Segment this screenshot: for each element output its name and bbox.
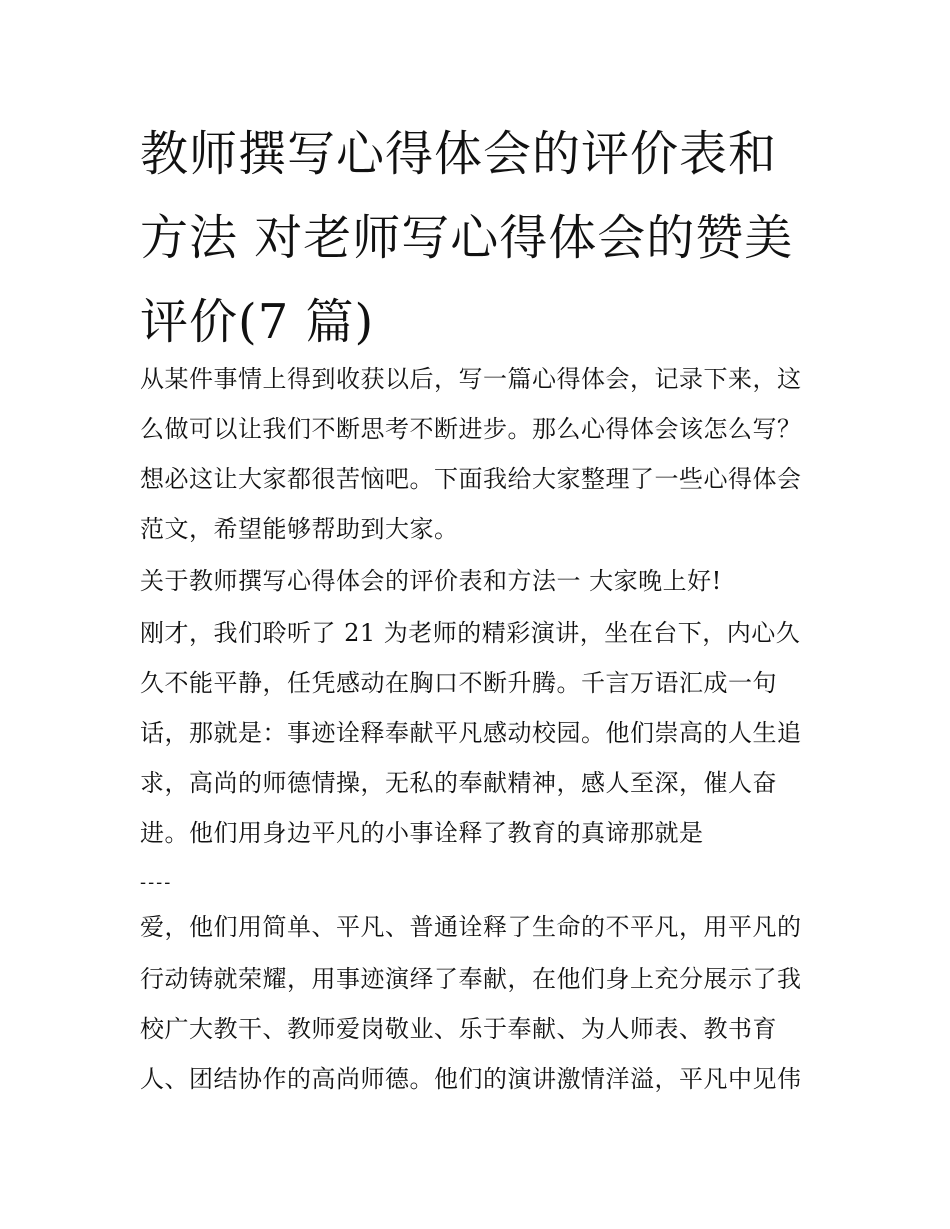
paragraph-line: 校广大教干、教师爱岗敬业、乐于奉献、为人师表、教书育 — [140, 1015, 777, 1043]
paragraph-line: 久不能平静，任凭感动在胸口不断升腾。千言万语汇成一句 — [140, 669, 777, 697]
paragraph-line: 话，那就是：事迹诠释奉献平凡感动校园。他们崇高的人生追 — [140, 719, 802, 747]
separator-line: ---- — [140, 872, 173, 893]
paragraph-line: 刚才，我们聆听了 21 为老师的精彩演讲，坐在台下，内心久 — [140, 619, 801, 647]
title-line: 评价(7 篇) — [140, 294, 375, 350]
paragraph-line: 爱，他们用简单、平凡、普通诠释了生命的不平凡，用平凡的 — [140, 913, 802, 941]
paragraph-line: 想必这让大家都很苦恼吧。下面我给大家整理了一些心得体会 — [140, 465, 802, 493]
title-line: 方法 对老师写心得体会的赞美 — [140, 210, 794, 266]
paragraph-line: 求，高尚的师德情操，无私的奉献精神，感人至深，催人奋 — [140, 769, 777, 797]
paragraph-line: 人、团结协作的高尚师德。他们的演讲激情洋溢，平凡中见伟 — [140, 1065, 802, 1093]
section-heading-line: 关于教师撰写心得体会的评价表和方法一 大家晚上好! — [140, 567, 722, 595]
paragraph-line: 么做可以让我们不断思考不断进步。那么心得体会该怎么写？ — [140, 415, 802, 443]
paragraph-line: 范文，希望能够帮助到大家。 — [140, 515, 459, 543]
paragraph-line: 从某件事情上得到收获以后，写一篇心得体会，记录下来，这 — [140, 365, 802, 393]
paragraph-line: 行动铸就荣耀，用事迹演绎了奉献，在他们身上充分展示了我 — [140, 965, 802, 993]
title-line: 教师撰写心得体会的评价表和 — [140, 126, 778, 182]
document-title — [140, 112, 820, 364]
paragraph-line: 进。他们用身边平凡的小事诠释了教育的真谛那就是 — [140, 819, 704, 847]
